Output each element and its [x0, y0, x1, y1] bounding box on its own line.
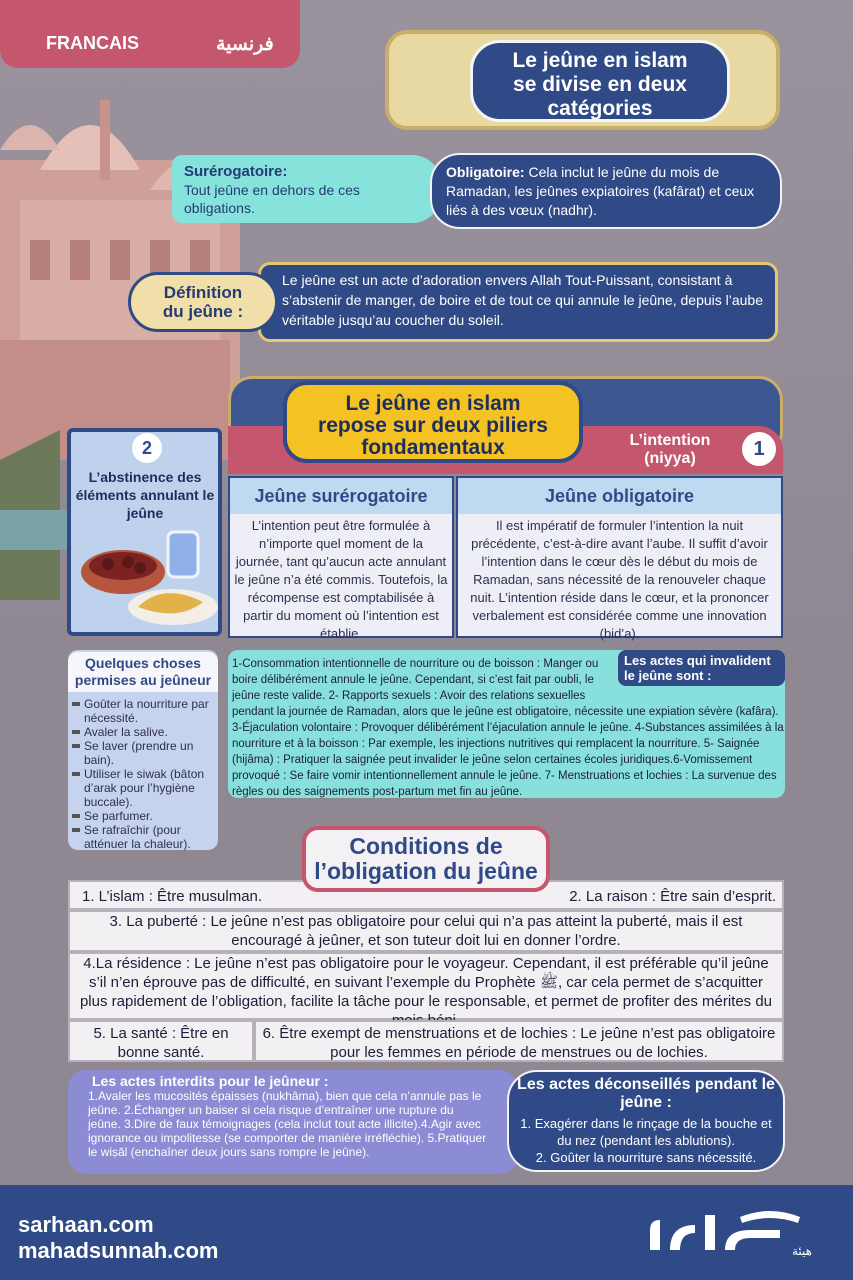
list-item: Utiliser le siwak (bâton d’arak pour l’hygiène buccale).	[72, 767, 220, 809]
surerogatoire-column	[228, 476, 454, 641]
obligatoire-column	[456, 476, 783, 641]
condition-islam: 1. L’islam : Être musulman.	[82, 888, 263, 905]
surerogatoire-column-text: L’intention peut être formulée à n’importe quel moment de la journée, tant qu’aucun acte annulant le jeûne n’a été commis. Toutefois, la récompense est comptabilisée à partir du moment où l’intention est établie.	[234, 518, 448, 641]
obligatoire-label: Obligatoire:	[446, 164, 525, 180]
deconseilles-list	[515, 1115, 777, 1166]
footer-link-mahadsunnah[interactable]: mahadsunnah.com	[18, 1238, 219, 1263]
list-item: 1. Exagérer dans le rinçage de la bouche et du nez (pendant les ablutions).	[520, 1116, 772, 1148]
surerogatoire-text: Tout jeûne en dehors de ces obligations.	[184, 182, 360, 216]
permises-title: Quelques choses permises au jeûneur	[68, 652, 218, 692]
surerogatoire-column-heading: Jeûne surérogatoire	[230, 478, 452, 514]
title-line-1: Le jeûne en islam	[512, 49, 688, 72]
conditions-title-line-1: Conditions de	[349, 833, 503, 859]
list-item: 2. Goûter la nourriture sans nécessité.	[535, 1150, 757, 1165]
list-item: Se parfumer.	[72, 809, 220, 823]
condition-puberte: 3. La puberté : Le jeûne n’est pas obligatoire pour celui qui n’a pas atteint la puberté, mais il est encouragé à jeûner, et son tuteur doit lui en donner l’ordre.	[68, 910, 784, 952]
piliers-title-line-2: repose sur deux piliers	[318, 414, 548, 437]
interdits-text: 1.Avaler les mucosités épaisses (nukhâma), bien que cela n’annule pas le jeûne. 2.Échanger un baiser si cela risque d’entraîner une rupture du jeûne. 3.Dire de faux témoignages (cela inclut tout acte illicite).4.Agir avec ignorance ou impolitesse (se comporter de manière irréfléchie). 5.Pratiquer le wiṣāl (enchaîner deux jours sans rompre le jeûne).	[88, 1089, 487, 1159]
language-label: FRANCAIS	[46, 33, 139, 53]
title-line-3: catégories	[547, 97, 653, 120]
interdits-title: Les actes interdits pour le jeûneur :	[92, 1073, 329, 1089]
definition-label-line-2: du jeûne :	[162, 302, 244, 321]
intention-line-2: (niyya)	[644, 450, 696, 467]
piliers-title-line-3: fondamentaux	[361, 436, 505, 459]
obligatoire-text: Cela inclut le jeûne du mois de Ramadan, les jeûnes expiatoires (kafârat) et ceux liés à des vœux (nadhr).	[446, 164, 755, 218]
permises-list	[72, 697, 220, 851]
condition-sante: 5. La santé : Être en bonne santé.	[68, 1020, 254, 1062]
list-item: Se laver (prendre un bain).	[72, 739, 220, 767]
list-item: Se rafraîchir (pour atténuer la chaleur).	[72, 823, 220, 851]
conditions-title-line-2: l’obligation du jeûne	[314, 858, 538, 884]
obligatoire-column-text: Il est impératif de formuler l’intention la nuit précédente, c’est-à-dire avant l’aube. Il suffit d’avoir l’intention dans le cœur dès le début du mois de Ramadan, sans nécessité de la renouveler chaque nuit. L’intention réside dans le cœur, et la prononcer verbalement est considérée comme une innovation (bid’a).	[470, 518, 769, 641]
obligatoire-box	[430, 153, 782, 229]
pillar-number-1: 1	[742, 432, 776, 466]
piliers-title-line-1: Le jeûne en islam	[345, 392, 521, 415]
sarhaan-logo-icon	[640, 1205, 830, 1260]
deconseilles-title: Les actes déconseillés pendant le jeûne :	[517, 1076, 775, 1111]
condition-menstruations: 6. Être exempt de menstruations et de lochies : Le jeûne n’est pas obligatoire pour les femmes en période de menstrues ou de lochies.	[254, 1020, 784, 1062]
obligatoire-column-heading: Jeûne obligatoire	[458, 478, 781, 514]
invalident-body: 1-Consommation intentionnelle de nourriture ou de boisson : Manger ou boire délibérément annule le jeûne. Cependant, si c’est fait par oubli, le jeûne reste valide. 2- Rapports sexuels : Avoir des relations sexuelles pendant la journée de Ramadan, alors que le jeûne est obligatoire, nécessite une expiation sévère (kafâra). 3-Éjaculation volontaire : Provoquer délibérément l’éjaculation annule le jeûne. 4-Substances assimilées à la nourriture et à la boisson : Par exemple, les injections nutritives qui remplacent la nourriture. 5- Saignée (hijâma) : Pratiquer la saignée peut invalider le jeûne selon certaines écoles juridiques.6-Vomissement provoqué : Se faire vomir intentionnellement annule le jeûne. 7- Menstruations et lochies : La survenue des règles ou des saignements post-partum met fin au jeûne.	[232, 658, 784, 798]
intention-label	[610, 432, 730, 468]
dates-and-water-illustration	[78, 522, 218, 632]
invalident-title: Les actes qui invalident le jeûne sont :	[618, 650, 785, 686]
page-title	[470, 40, 730, 122]
piliers-title	[283, 381, 583, 463]
surerogatoire-box	[172, 155, 442, 223]
definition-text: Le jeûne est un acte d’adoration envers Allah Tout-Puissant, consistant à s’abstenir de manger, de boire et de tout ce qui annule le jeûne, depuis l’aube véritable jusqu’au coucher du soleil.	[282, 272, 764, 328]
footer-link-sarhaan[interactable]: sarhaan.com	[18, 1212, 154, 1237]
definition-label	[128, 272, 278, 332]
pillar-number-2: 2	[132, 433, 162, 463]
list-item: Avaler la salive.	[72, 725, 220, 739]
svg-text:هيئة: هيئة	[792, 1244, 813, 1258]
condition-raison: 2. La raison : Être sain d’esprit.	[569, 888, 776, 905]
list-item: Goûter la nourriture par nécessité.	[72, 697, 220, 725]
definition-label-line-1: Définition	[163, 283, 243, 302]
condition-residence: 4.La résidence : Le jeûne n’est pas obligatoire pour le voyageur. Cependant, il est préférable qu’il jeûne s’il n’en éprouve pas de difficulté, en suivant l’exemple du Prophète ﷺ, car cela permet de s’acquitter plus rapidement de l’obligation, facilite la tâche pour le responsable, et permet de profiter des mérites du	[68, 952, 784, 1020]
surerogatoire-label: Surérogatoire:	[184, 163, 288, 180]
conditions-title	[302, 826, 550, 892]
language-label-arabic: فرنسية	[216, 34, 274, 55]
intention-line-1: L’intention	[629, 432, 711, 449]
title-line-2: se divise en deux	[513, 73, 687, 96]
abstinence-label: L’abstinence des éléments annulant le jeûne	[75, 469, 215, 521]
